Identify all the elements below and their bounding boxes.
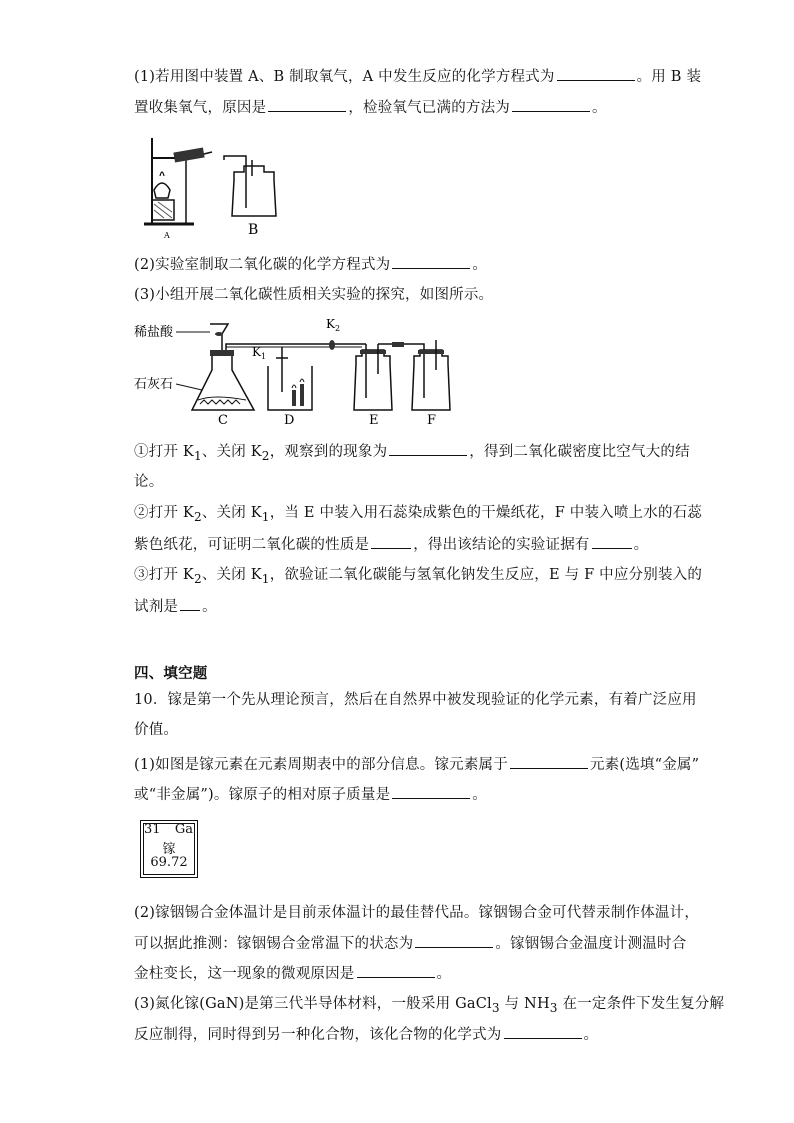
q10-text: (3)氮化镓(GaN)是第三代半导体材料，一般采用 GaCl — [134, 996, 492, 1012]
q10-text: 在一定条件下发生复分解 — [557, 996, 725, 1012]
answer-blank[interactable] — [557, 66, 635, 81]
q3-text: ②打开 K — [134, 505, 194, 521]
q3-text: ，欲验证二氧化碳能与氢氧化钠发生反应，E 与 F 中应分别装入的 — [269, 567, 703, 583]
q3-text: 试剂是 — [134, 599, 179, 615]
q3-text: 。 — [202, 599, 217, 615]
q3-sub1-line2 — [134, 472, 163, 492]
q10-text: 元素(选填“金属” — [589, 757, 700, 773]
q3-text: ，得出该结论的实验证据有 — [413, 537, 590, 553]
q3-text: ，观察到的现象为 — [269, 444, 388, 460]
figure-co2-apparatus — [134, 314, 454, 426]
answer-blank[interactable] — [510, 754, 588, 769]
oxygen-apparatus-drawing — [134, 128, 284, 240]
q10-p2-line3 — [134, 963, 451, 984]
label-c: C — [218, 413, 228, 426]
figure-oxygen-apparatus — [134, 128, 284, 240]
q10-text: 价值。 — [134, 722, 179, 738]
subscript: 3 — [491, 1000, 500, 1015]
q10-text: 。 — [436, 966, 452, 982]
q10-text: 或“非金属”)。镓原子的相对原子质量是 — [134, 787, 391, 803]
q3-text: 、关闭 K — [201, 567, 262, 583]
label-e: E — [369, 413, 379, 426]
q10-text: (2)镓铟锡合金体温计是目前汞体温计的最佳替代品。镓铟锡合金可代替汞制作体温计， — [134, 905, 700, 921]
figure-label-b: B — [248, 222, 259, 238]
label-acid: 稀盐酸 — [134, 325, 174, 340]
q3-text: 、关闭 K — [201, 444, 262, 460]
label-d: D — [284, 413, 295, 426]
q10-text: 金柱变长，这一现象的微观原因是 — [134, 966, 355, 982]
answer-blank[interactable] — [180, 596, 200, 611]
q10-p1-line2 — [134, 784, 487, 805]
q3-sub2-line2 — [134, 534, 648, 555]
q1-text: 。 — [592, 100, 607, 116]
q10-p3-line2 — [134, 1024, 598, 1045]
q3-sub3-line2 — [134, 596, 217, 617]
element-symbol: Ga — [174, 822, 193, 837]
q10-text: (1)如图是镓元素在元素周期表中的部分信息。镓元素属于 — [134, 757, 508, 773]
q10-p3-line1 — [134, 994, 724, 1018]
q3-intro-text: (3)小组开展二氧化碳性质相关实验的探究，如图所示。 — [134, 287, 494, 303]
element-name: 镓 — [162, 842, 176, 857]
atomic-mass: 69.72 — [150, 855, 188, 870]
q3-text: ①打开 K — [134, 444, 194, 460]
q1-line-1 — [134, 66, 701, 87]
subscript: 1 — [261, 509, 270, 524]
label-f: F — [427, 413, 437, 426]
q10-p2-line2 — [134, 933, 686, 954]
label-limestone: 石灰石 — [134, 377, 174, 392]
answer-blank[interactable] — [592, 534, 632, 549]
answer-blank[interactable] — [392, 254, 470, 269]
subscript: 2 — [193, 509, 202, 524]
q2-text: (2)实验室制取二氧化碳的化学方程式为 — [134, 257, 391, 273]
section-title: 四、填空题 — [134, 665, 208, 682]
q3-text: 。 — [633, 537, 649, 553]
section-heading — [134, 664, 208, 684]
co2-apparatus-drawing — [134, 314, 454, 426]
q3-sub1-line1 — [134, 441, 690, 466]
q10-intro-line1 — [134, 690, 697, 710]
element-cell-gallium — [140, 820, 198, 878]
q1-text: 置收集氧气，原因是 — [134, 100, 267, 116]
q10-text: 。 — [472, 787, 487, 803]
answer-blank[interactable] — [415, 933, 493, 948]
answer-blank[interactable] — [512, 97, 590, 112]
q10-text: 。 — [583, 1027, 599, 1043]
answer-blank[interactable] — [504, 1024, 582, 1039]
q10-text: 可以据此推测：镓铟锡合金常温下的状态为 — [134, 936, 414, 952]
label-k2: $K_2$ — [326, 317, 341, 333]
answer-blank[interactable] — [357, 963, 435, 978]
q3-text: 、关闭 K — [201, 505, 262, 521]
q10-p2-line1 — [134, 903, 699, 923]
subscript: 1 — [261, 571, 270, 586]
q1-text: (1)若用图中装置 A、B 制取氧气，A 中发生反应的化学方程式为 — [134, 69, 555, 85]
q10-text: 10．镓是第一个先从理论预言，然后在自然界中被发现验证的化学元素，有着广泛应用 — [134, 692, 697, 708]
q3-text: ，得到二氧化碳密度比空气大的结 — [469, 444, 690, 460]
answer-blank[interactable] — [268, 97, 346, 112]
subscript: 1 — [193, 448, 202, 463]
q10-text: 与 NH — [499, 996, 550, 1012]
q10-p1-line1 — [134, 754, 699, 775]
subscript: 3 — [549, 1000, 558, 1015]
q10-intro-line2 — [134, 720, 178, 740]
q3-text: ，当 E 中装入用石蕊染成紫色的干燥纸花，F 中装入喷上水的石蕊 — [269, 505, 703, 521]
subscript: 2 — [193, 571, 202, 586]
label-k1: $K_1$ — [252, 345, 267, 361]
q3-text: ③打开 K — [134, 567, 194, 583]
q2-text: 。 — [472, 257, 488, 273]
q3-text: 论。 — [134, 474, 164, 490]
q3-sub2-line1 — [134, 503, 702, 527]
q1-text: 。用 B 装 — [636, 69, 702, 85]
atomic-number: 31 — [144, 822, 161, 837]
q1-line-2 — [134, 97, 607, 118]
q3-text: 紫色纸花，可证明二氧化碳的性质是 — [134, 537, 370, 553]
answer-blank[interactable] — [371, 534, 411, 549]
q3-sub3-line1 — [134, 565, 702, 589]
answer-blank[interactable] — [392, 784, 470, 799]
q10-text: 。镓铟锡合金温度计测温时合 — [495, 936, 687, 952]
answer-blank[interactable] — [389, 441, 467, 456]
q10-text: 反应制得，同时得到另一种化合物，该化合物的化学式为 — [134, 1027, 502, 1043]
subscript: 2 — [261, 448, 270, 463]
q2-line — [134, 254, 487, 275]
q3-intro — [134, 285, 493, 305]
figure-label-a: A — [164, 231, 170, 240]
q1-text: ，检验氧气已满的方法为 — [348, 100, 511, 116]
